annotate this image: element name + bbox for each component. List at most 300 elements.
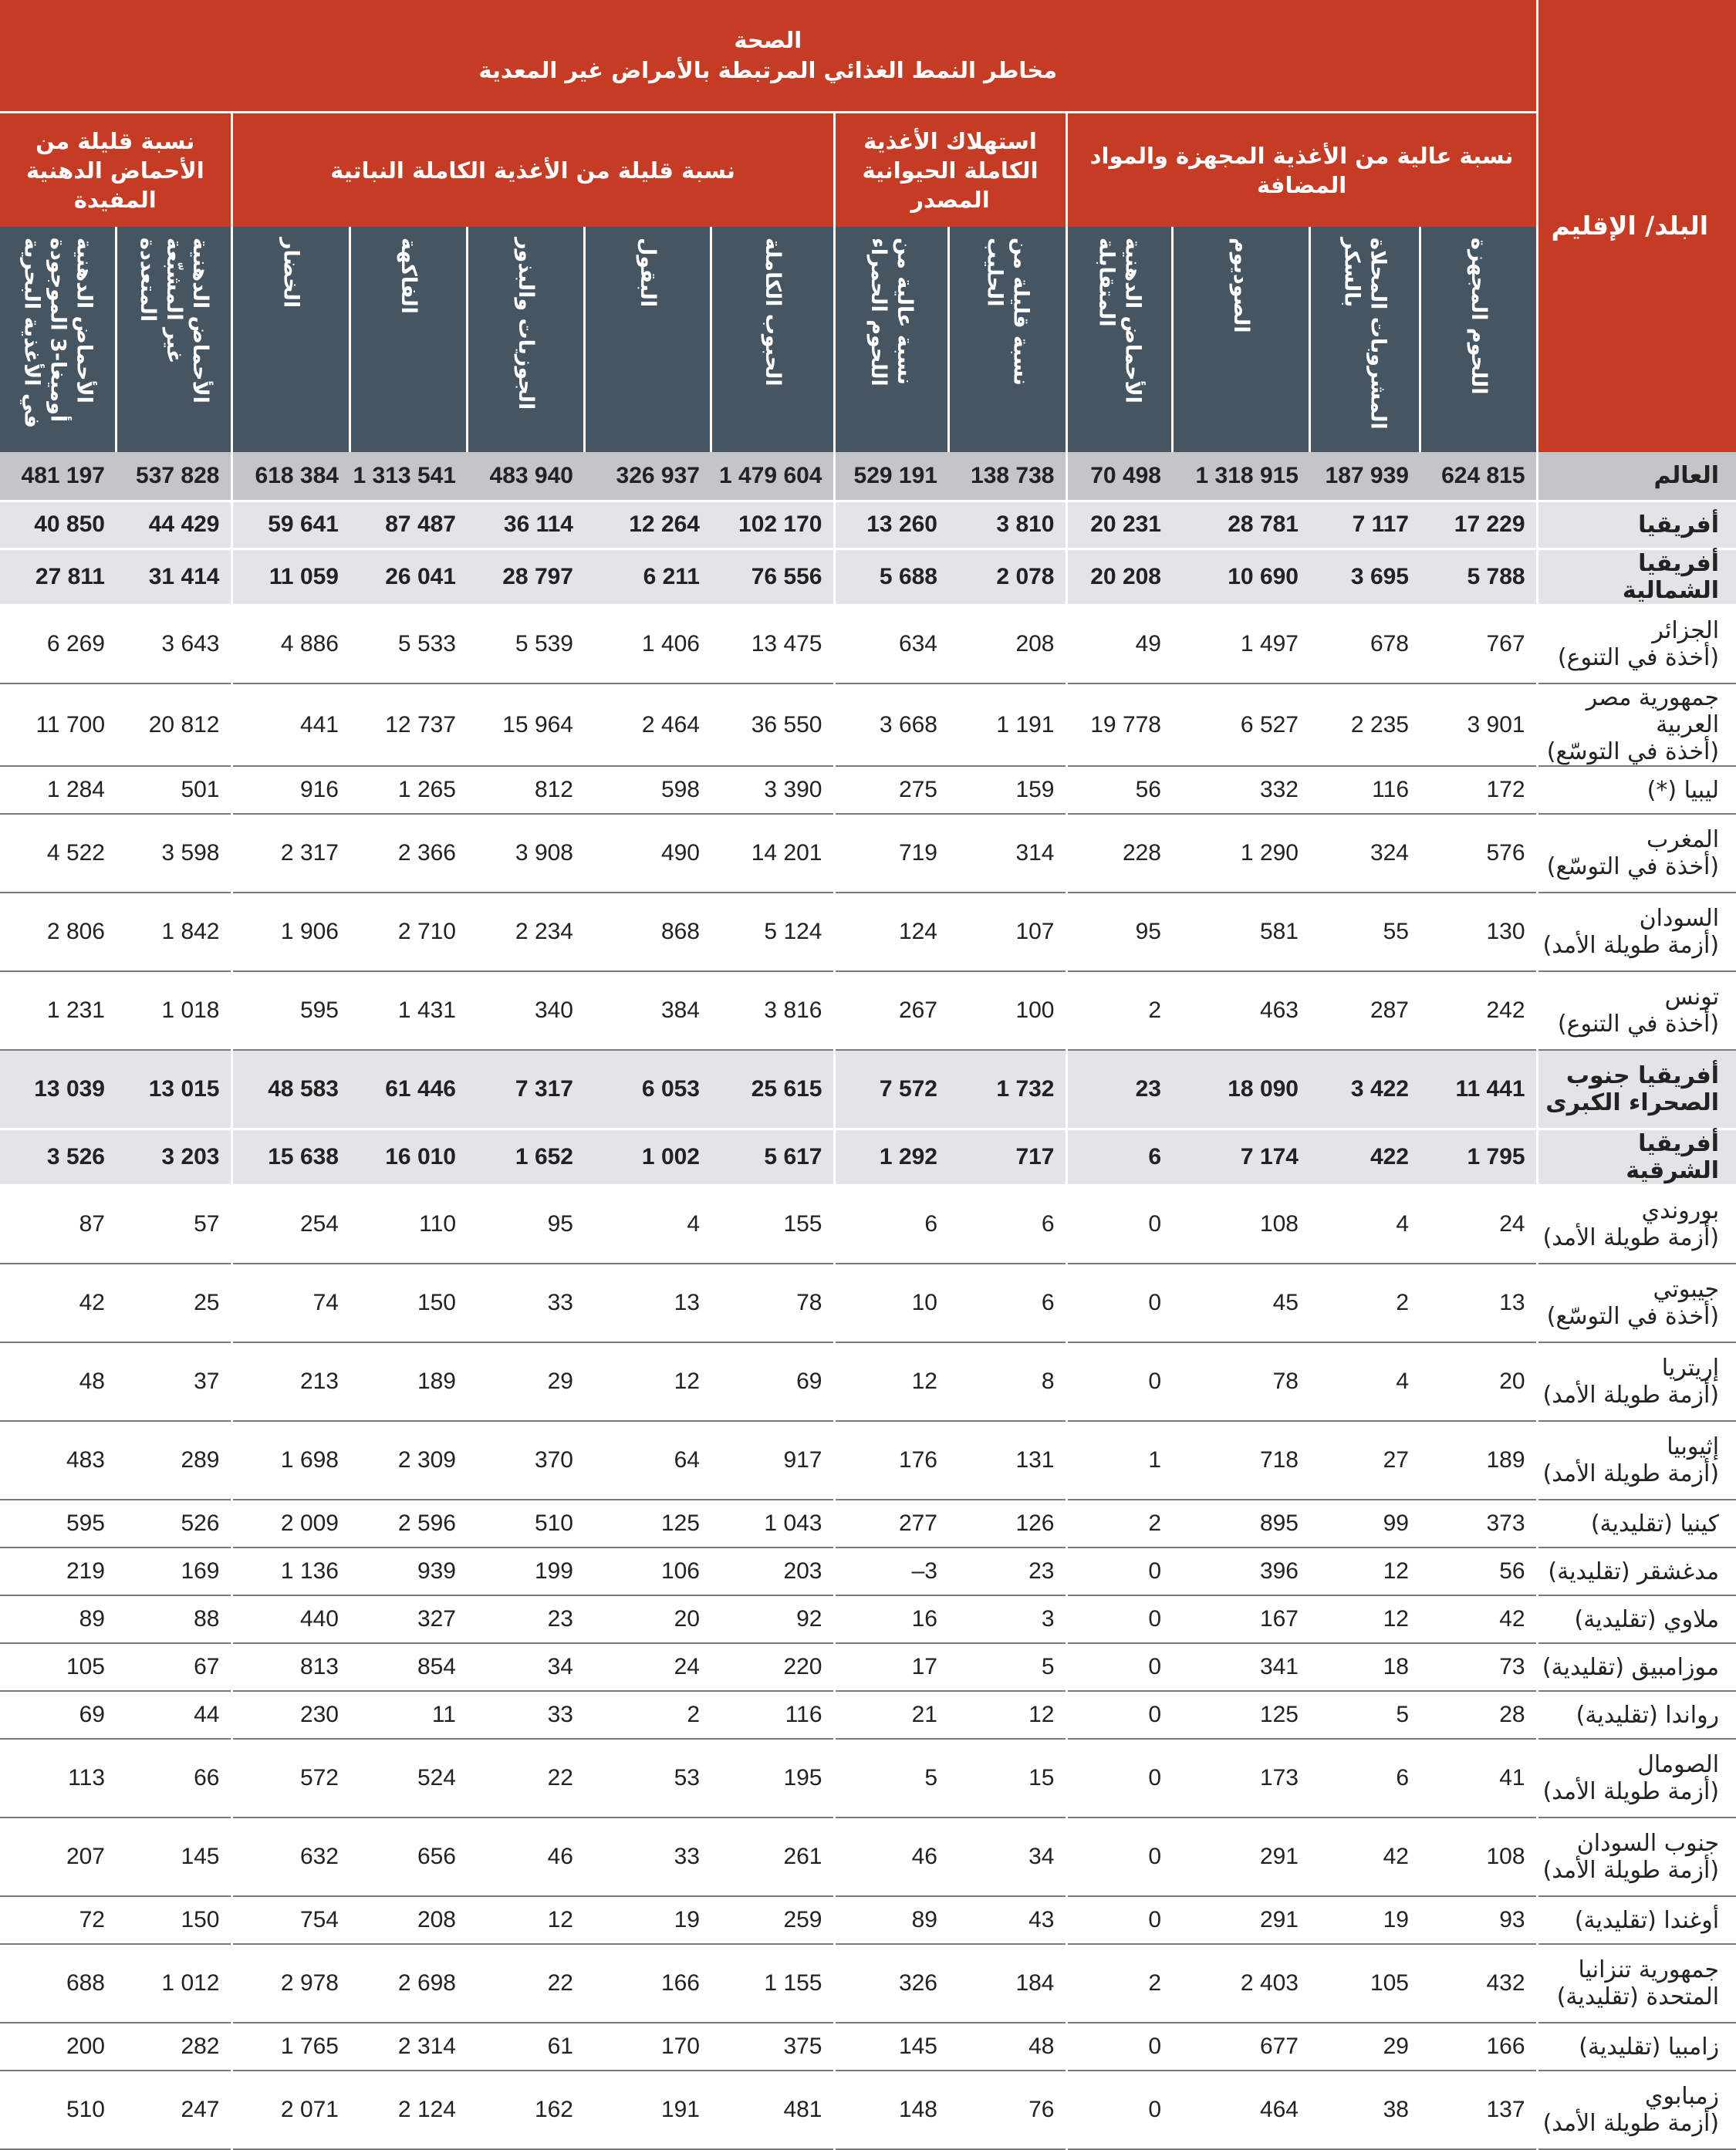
region-row bbox=[0, 501, 1736, 548]
column-header bbox=[0, 227, 116, 452]
table-cell: 88 bbox=[116, 1595, 231, 1643]
table-cell: 0 bbox=[1066, 1643, 1172, 1691]
table-cell: 137 bbox=[1420, 2071, 1537, 2149]
table-cell: 43 bbox=[948, 1896, 1066, 1944]
table-cell: 13 260 bbox=[834, 501, 948, 548]
table-cell: 332 bbox=[1172, 766, 1309, 814]
group-header-animal-foods: استهلاك الأغذية الكاملة الحيوانية المصدر bbox=[834, 113, 1066, 228]
table-row bbox=[0, 1595, 1736, 1643]
column-header bbox=[231, 227, 350, 452]
country-name: السودان bbox=[1639, 905, 1720, 932]
table-cell: 130 bbox=[1420, 893, 1537, 971]
table-cell: 189 bbox=[350, 1342, 467, 1421]
country-name: ملاوي (تقليدية) bbox=[1574, 1605, 1720, 1633]
table-cell: 4 522 bbox=[0, 814, 116, 893]
table-cell: 46 bbox=[834, 1818, 948, 1896]
column-header-label: الحبوب الكاملة bbox=[761, 238, 785, 386]
table-cell: 12 bbox=[1309, 1595, 1420, 1643]
table-cell: 145 bbox=[834, 2023, 948, 2071]
country-name: أوغندا (تقليدية) bbox=[1574, 1906, 1720, 1934]
table-cell: 324 bbox=[1309, 814, 1420, 893]
table-cell: 199 bbox=[467, 1548, 584, 1595]
table-cell: 48 bbox=[0, 1342, 116, 1421]
table-cell: 0 bbox=[1066, 1818, 1172, 1896]
column-header-label: البقول bbox=[636, 238, 660, 308]
row-label bbox=[1537, 2071, 1736, 2149]
table-cell: 524 bbox=[350, 1739, 467, 1818]
column-header bbox=[948, 227, 1066, 452]
table-cell: 131 bbox=[948, 1421, 1066, 1500]
table-cell: 29 bbox=[1309, 2023, 1420, 2071]
column-header-label: الفاكهة bbox=[397, 238, 420, 314]
table-cell: 0 bbox=[1066, 2071, 1172, 2149]
table-cell: 261 bbox=[711, 1818, 834, 1896]
table-cell: 510 bbox=[0, 2071, 116, 2149]
table-cell: 20 812 bbox=[116, 683, 231, 766]
table-cell: 6 bbox=[1309, 1739, 1420, 1818]
table-cell: 53 bbox=[584, 1739, 711, 1818]
table-cell: 1 018 bbox=[116, 971, 231, 1050]
table-cell: 3 526 bbox=[0, 1129, 116, 1185]
column-header bbox=[1172, 227, 1309, 452]
table-cell: 36 114 bbox=[467, 501, 584, 548]
table-cell: 6 211 bbox=[584, 548, 711, 605]
table-cell: 618 384 bbox=[231, 452, 350, 501]
column-header bbox=[116, 227, 231, 452]
table-cell: 116 bbox=[711, 1691, 834, 1739]
table-cell: 76 556 bbox=[711, 548, 834, 605]
table-cell: 36 550 bbox=[711, 683, 834, 766]
table-cell: 242 bbox=[1420, 971, 1537, 1050]
country-status: (أخذة في التنوع) bbox=[1557, 1011, 1720, 1038]
table-cell: 2 978 bbox=[231, 1944, 350, 2023]
country-status: (أزمة طويلة الأمد) bbox=[1542, 1778, 1720, 1805]
column-header-label: الخضار bbox=[279, 238, 303, 309]
table-cell: 3 422 bbox=[1309, 1050, 1420, 1129]
table-cell: 55 bbox=[1309, 893, 1420, 971]
table-cell: 510 bbox=[467, 1500, 584, 1548]
table-cell: 259 bbox=[711, 1896, 834, 1944]
table-cell: 19 bbox=[1309, 1896, 1420, 1944]
table-cell: 326 937 bbox=[584, 452, 711, 501]
table-cell: 95 bbox=[1066, 893, 1172, 971]
country-name: الصومال bbox=[1637, 1751, 1720, 1778]
header-title bbox=[0, 0, 1537, 113]
table-cell: 5 688 bbox=[834, 548, 948, 605]
table-cell: 12 bbox=[834, 1342, 948, 1421]
table-cell: 208 bbox=[948, 605, 1066, 683]
region-row bbox=[0, 1050, 1736, 1129]
country-name: جمهورية مصر العربية bbox=[1586, 684, 1720, 738]
table-cell: 145 bbox=[116, 1818, 231, 1896]
table-cell: 3 908 bbox=[467, 814, 584, 893]
country-name: الجزائر bbox=[1652, 617, 1720, 645]
table-cell: 3 816 bbox=[711, 971, 834, 1050]
table-cell: 155 bbox=[711, 1185, 834, 1264]
region-row bbox=[0, 1129, 1736, 1185]
country-name: إثيوبيا bbox=[1667, 1433, 1720, 1460]
table-cell: 15 bbox=[948, 1739, 1066, 1818]
table-cell: 341 bbox=[1172, 1643, 1309, 1691]
table-cell: 25 615 bbox=[711, 1050, 834, 1129]
table-cell: 208 bbox=[350, 1896, 467, 1944]
row-label bbox=[1537, 501, 1736, 548]
table-cell: 2 078 bbox=[948, 548, 1066, 605]
table-cell: 678 bbox=[1309, 605, 1420, 683]
table-cell: 76 bbox=[948, 2071, 1066, 2149]
table-cell: 677 bbox=[1172, 2023, 1309, 2071]
table-cell: 719 bbox=[834, 814, 948, 893]
table-cell: 2 464 bbox=[584, 683, 711, 766]
table-cell: 99 bbox=[1309, 1500, 1420, 1548]
table-cell: 326 bbox=[834, 1944, 948, 2023]
table-cell: 1 155 bbox=[711, 1944, 834, 2023]
subtitle-text: مخاطر النمط الغذائي المرتبطة بالأمراض غير المعدية bbox=[478, 57, 1058, 83]
table-row bbox=[0, 1896, 1736, 1944]
table-cell: 0 bbox=[1066, 1548, 1172, 1595]
table-cell: 102 170 bbox=[711, 501, 834, 548]
table-cell: 4 bbox=[1309, 1342, 1420, 1421]
table-cell: 48 583 bbox=[231, 1050, 350, 1129]
table-row bbox=[0, 1643, 1736, 1691]
country-name: بوروندي bbox=[1641, 1197, 1720, 1225]
table-cell: 33 bbox=[584, 1818, 711, 1896]
table-cell: 170 bbox=[584, 2023, 711, 2071]
table-cell: 598 bbox=[584, 766, 711, 814]
table-cell: 3 203 bbox=[116, 1129, 231, 1185]
table-cell: 148 bbox=[834, 2071, 948, 2149]
table-cell: 490 bbox=[584, 814, 711, 893]
table-cell: 230 bbox=[231, 1691, 350, 1739]
country-status: (أزمة طويلة الأمد) bbox=[1542, 2110, 1720, 2137]
table-cell: 150 bbox=[116, 1896, 231, 1944]
table-cell: 37 bbox=[116, 1342, 231, 1421]
table-row bbox=[0, 766, 1736, 814]
table-cell: 813 bbox=[231, 1643, 350, 1691]
column-header-label: الأحماض الدهنية غير المشبّعة المتعددة bbox=[136, 238, 212, 403]
table-cell: 64 bbox=[584, 1421, 711, 1500]
table-cell: 6 bbox=[948, 1185, 1066, 1264]
table-cell: 718 bbox=[1172, 1421, 1309, 1500]
table-cell: 0 bbox=[1066, 1185, 1172, 1264]
table-cell: 23 bbox=[948, 1548, 1066, 1595]
table-cell: 1 842 bbox=[116, 893, 231, 971]
table-cell: 61 bbox=[467, 2023, 584, 2071]
table-cell: 105 bbox=[1309, 1944, 1420, 2023]
country-name: موزامبيق (تقليدية) bbox=[1542, 1653, 1720, 1681]
table-cell: 282 bbox=[116, 2023, 231, 2071]
table-cell: 108 bbox=[1172, 1185, 1309, 1264]
table-cell: 6 527 bbox=[1172, 683, 1309, 766]
table-cell: 2 710 bbox=[350, 893, 467, 971]
table-cell: 78 bbox=[1172, 1342, 1309, 1421]
table-row bbox=[0, 1691, 1736, 1739]
table-cell: 72 bbox=[0, 1896, 116, 1944]
table-cell: 432 bbox=[1420, 1944, 1537, 2023]
table-cell: 44 bbox=[116, 1691, 231, 1739]
table-cell: 42 bbox=[1309, 1818, 1420, 1896]
table-cell: 396 bbox=[1172, 1548, 1309, 1595]
table-cell: 6 bbox=[1066, 1129, 1172, 1185]
table-cell: 126 bbox=[948, 1500, 1066, 1548]
table-cell: 384 bbox=[584, 971, 711, 1050]
table-cell: 73 bbox=[1420, 1643, 1537, 1691]
table-cell: 106 bbox=[584, 1548, 711, 1595]
table-cell: 2 bbox=[1066, 1500, 1172, 1548]
table-cell: 200 bbox=[0, 2023, 116, 2071]
table-cell: 162 bbox=[467, 2071, 584, 2149]
table-cell: 124 bbox=[834, 893, 948, 971]
column-header bbox=[711, 227, 834, 452]
column-header-label: الجوزيات والبذور bbox=[514, 238, 538, 410]
table-row bbox=[0, 2023, 1736, 2071]
table-cell: 95 bbox=[467, 1185, 584, 1264]
table-cell: 167 bbox=[1172, 1595, 1309, 1643]
table-cell: 59 641 bbox=[231, 501, 350, 548]
table-cell: 22 bbox=[467, 1739, 584, 1818]
table-cell: 61 446 bbox=[350, 1050, 467, 1129]
table-cell: 1 406 bbox=[584, 605, 711, 683]
column-header bbox=[1309, 227, 1420, 452]
table-cell: 375 bbox=[711, 2023, 834, 2071]
table-cell: 12 bbox=[584, 1342, 711, 1421]
table-cell: 5 617 bbox=[711, 1129, 834, 1185]
table-cell: 12 bbox=[467, 1896, 584, 1944]
table-cell: 44 429 bbox=[116, 501, 231, 548]
table-cell: 66 bbox=[116, 1739, 231, 1818]
table-cell: 2 596 bbox=[350, 1500, 467, 1548]
table-cell: 581 bbox=[1172, 893, 1309, 971]
table-cell: 20 bbox=[1420, 1342, 1537, 1421]
table-cell: 28 797 bbox=[467, 548, 584, 605]
table-cell: 166 bbox=[584, 1944, 711, 2023]
table-cell: 15 638 bbox=[231, 1129, 350, 1185]
table-cell: 1 292 bbox=[834, 1129, 948, 1185]
table-cell: 3 695 bbox=[1309, 548, 1420, 605]
table-cell: 1 265 bbox=[350, 766, 467, 814]
table-cell: 812 bbox=[467, 766, 584, 814]
table-cell: 2 317 bbox=[231, 814, 350, 893]
table-cell: 6 053 bbox=[584, 1050, 711, 1129]
table-cell: 5 533 bbox=[350, 605, 467, 683]
table-cell: 422 bbox=[1309, 1129, 1420, 1185]
row-label bbox=[1537, 1818, 1736, 1896]
table-cell: 1 191 bbox=[948, 683, 1066, 766]
table-cell: 7 317 bbox=[467, 1050, 584, 1129]
group-header-processed-foods: نسبة عالية من الأغذية المجهزة والمواد المضافة bbox=[1066, 113, 1537, 228]
table-cell: 69 bbox=[0, 1691, 116, 1739]
table-cell: 195 bbox=[711, 1739, 834, 1818]
table-cell: 656 bbox=[350, 1818, 467, 1896]
table-cell: 27 811 bbox=[0, 548, 116, 605]
country-name: كينيا (تقليدية) bbox=[1590, 1510, 1720, 1537]
column-header-label: نسبة قليلة من الحليب bbox=[982, 238, 1033, 386]
table-cell: 5 bbox=[1309, 1691, 1420, 1739]
table-cell: 1 231 bbox=[0, 971, 116, 1050]
table-cell: 2 698 bbox=[350, 1944, 467, 2023]
table-cell: 18 090 bbox=[1172, 1050, 1309, 1129]
row-label bbox=[1537, 1595, 1736, 1643]
table-cell: 20 231 bbox=[1066, 501, 1172, 548]
table-cell: 12 bbox=[1309, 1548, 1420, 1595]
country-status: (أخذة في التنوع) bbox=[1557, 644, 1720, 672]
table-cell: 0 bbox=[1066, 2023, 1172, 2071]
table-cell: 107 bbox=[948, 893, 1066, 971]
table-cell: 0 bbox=[1066, 1342, 1172, 1421]
column-header-label: الأحماض الدهنية المتقابلة bbox=[1094, 238, 1145, 403]
table-cell: 42 bbox=[1420, 1595, 1537, 1643]
country-status: (أزمة طويلة الأمد) bbox=[1542, 1382, 1720, 1409]
row-label bbox=[1537, 1739, 1736, 1818]
row-label bbox=[1537, 1050, 1736, 1129]
table-cell: 213 bbox=[231, 1342, 350, 1421]
table-row bbox=[0, 1264, 1736, 1342]
table-cell: 0 bbox=[1066, 1896, 1172, 1944]
table-cell: 24 bbox=[584, 1643, 711, 1691]
table-cell: 13 bbox=[584, 1264, 711, 1342]
row-label bbox=[1537, 1691, 1736, 1739]
column-subheaders bbox=[0, 227, 1736, 452]
table-cell: 917 bbox=[711, 1421, 834, 1500]
table-cell: 49 bbox=[1066, 605, 1172, 683]
table-cell: 2 309 bbox=[350, 1421, 467, 1500]
table-cell: 2 366 bbox=[350, 814, 467, 893]
table-cell: 463 bbox=[1172, 971, 1309, 1050]
table-cell: 13 039 bbox=[0, 1050, 116, 1129]
table-cell: 31 414 bbox=[116, 548, 231, 605]
table-cell: 203 bbox=[711, 1548, 834, 1595]
row-label bbox=[1537, 1421, 1736, 1500]
row-label bbox=[1537, 814, 1736, 893]
table-cell: 87 bbox=[0, 1185, 116, 1264]
table-cell: 6 269 bbox=[0, 605, 116, 683]
table-cell: 172 bbox=[1420, 766, 1537, 814]
table-row bbox=[0, 1548, 1736, 1595]
table-cell: 373 bbox=[1420, 1500, 1537, 1548]
table-cell: 29 bbox=[467, 1342, 584, 1421]
table-cell: 254 bbox=[231, 1185, 350, 1264]
table-cell: 5 788 bbox=[1420, 548, 1537, 605]
table-cell: 3 643 bbox=[116, 605, 231, 683]
table-cell: 1 795 bbox=[1420, 1129, 1537, 1185]
table-cell: 1 431 bbox=[350, 971, 467, 1050]
country-name: تونس bbox=[1664, 984, 1720, 1011]
table-cell: 2 bbox=[1066, 1944, 1172, 2023]
row-label bbox=[1537, 683, 1736, 766]
table-cell: 247 bbox=[116, 2071, 231, 2149]
row-label bbox=[1537, 605, 1736, 683]
table-cell: 2 bbox=[584, 1691, 711, 1739]
table-cell: 20 bbox=[584, 1595, 711, 1643]
table-row bbox=[0, 2071, 1736, 2149]
country-status: (أزمة طويلة الأمد) bbox=[1542, 1460, 1720, 1487]
table-cell: 1 290 bbox=[1172, 814, 1309, 893]
table-cell: 287 bbox=[1309, 971, 1420, 1050]
country-name: أفريقيا bbox=[1638, 511, 1720, 538]
table-cell: 38 bbox=[1309, 2071, 1420, 2149]
table-cell: 48 bbox=[948, 2023, 1066, 2071]
column-header-label: الصوديوم bbox=[1229, 238, 1253, 333]
table-cell: 24 bbox=[1420, 1185, 1537, 1264]
table-cell: 108 bbox=[1420, 1818, 1537, 1896]
row-label bbox=[1537, 1896, 1736, 1944]
table-cell: 2 bbox=[1066, 971, 1172, 1050]
table-cell: 6 bbox=[948, 1264, 1066, 1342]
row-label bbox=[1537, 1129, 1736, 1185]
table-cell: 28 781 bbox=[1172, 501, 1309, 548]
table-cell: 138 738 bbox=[948, 452, 1066, 501]
table-cell: 1 497 bbox=[1172, 605, 1309, 683]
table-cell: 70 498 bbox=[1066, 452, 1172, 501]
table-cell: 5 bbox=[834, 1739, 948, 1818]
row-label bbox=[1537, 1548, 1736, 1595]
row-label bbox=[1537, 1944, 1736, 2023]
table-cell: 100 bbox=[948, 971, 1066, 1050]
country-name: جيبوتي bbox=[1653, 1276, 1720, 1303]
table-cell: 483 bbox=[0, 1421, 116, 1500]
column-header-label: نسبة عالية من اللحوم الحمراء bbox=[866, 238, 917, 386]
table-cell: 87 487 bbox=[350, 501, 467, 548]
row-label bbox=[1537, 1643, 1736, 1691]
table-cell: 576 bbox=[1420, 814, 1537, 893]
table-row bbox=[0, 1185, 1736, 1264]
table-cell: 2 234 bbox=[467, 893, 584, 971]
table-cell: 46 bbox=[467, 1818, 584, 1896]
country-name: أفريقيا الشمالية bbox=[1622, 549, 1720, 604]
country-name: المغرب bbox=[1646, 826, 1720, 853]
table-cell: 187 939 bbox=[1309, 452, 1420, 501]
table-cell: 2 314 bbox=[350, 2023, 467, 2071]
table-cell: 767 bbox=[1420, 605, 1537, 683]
table-cell: 440 bbox=[231, 1595, 350, 1643]
table-cell: 4 886 bbox=[231, 605, 350, 683]
row-label bbox=[1537, 1500, 1736, 1548]
table-cell: 275 bbox=[834, 766, 948, 814]
table-cell: 10 690 bbox=[1172, 548, 1309, 605]
table-cell: 18 bbox=[1309, 1643, 1420, 1691]
table-cell: 28 bbox=[1420, 1691, 1537, 1739]
table-cell: 7 572 bbox=[834, 1050, 948, 1129]
country-name: رواندا (تقليدية) bbox=[1576, 1701, 1720, 1729]
table-cell: 20 208 bbox=[1066, 548, 1172, 605]
table-cell: 537 828 bbox=[116, 452, 231, 501]
table-cell: 40 850 bbox=[0, 501, 116, 548]
table-cell: 69 bbox=[711, 1342, 834, 1421]
row-label bbox=[1537, 1342, 1736, 1421]
table-row bbox=[0, 814, 1736, 893]
table-cell: 1 284 bbox=[0, 766, 116, 814]
table-cell: 23 bbox=[467, 1595, 584, 1643]
table-cell: 2 403 bbox=[1172, 1944, 1309, 2023]
table-cell: 291 bbox=[1172, 1818, 1309, 1896]
table-cell: 441 bbox=[231, 683, 350, 766]
table-row bbox=[0, 605, 1736, 683]
table-row bbox=[0, 1500, 1736, 1548]
table-cell: 17 bbox=[834, 1643, 948, 1691]
table-cell: 7 117 bbox=[1309, 501, 1420, 548]
table-cell: 41 bbox=[1420, 1739, 1537, 1818]
table-cell: 19 bbox=[584, 1896, 711, 1944]
table-cell: 189 bbox=[1420, 1421, 1537, 1500]
column-header bbox=[467, 227, 584, 452]
table-cell: 501 bbox=[116, 766, 231, 814]
table-row bbox=[0, 683, 1736, 766]
table-cell: 11 441 bbox=[1420, 1050, 1537, 1129]
table-cell: 176 bbox=[834, 1421, 948, 1500]
table-row bbox=[0, 893, 1736, 971]
table-cell: 42 bbox=[0, 1264, 116, 1342]
country-status: (أخذة في التوسّع) bbox=[1546, 853, 1720, 880]
